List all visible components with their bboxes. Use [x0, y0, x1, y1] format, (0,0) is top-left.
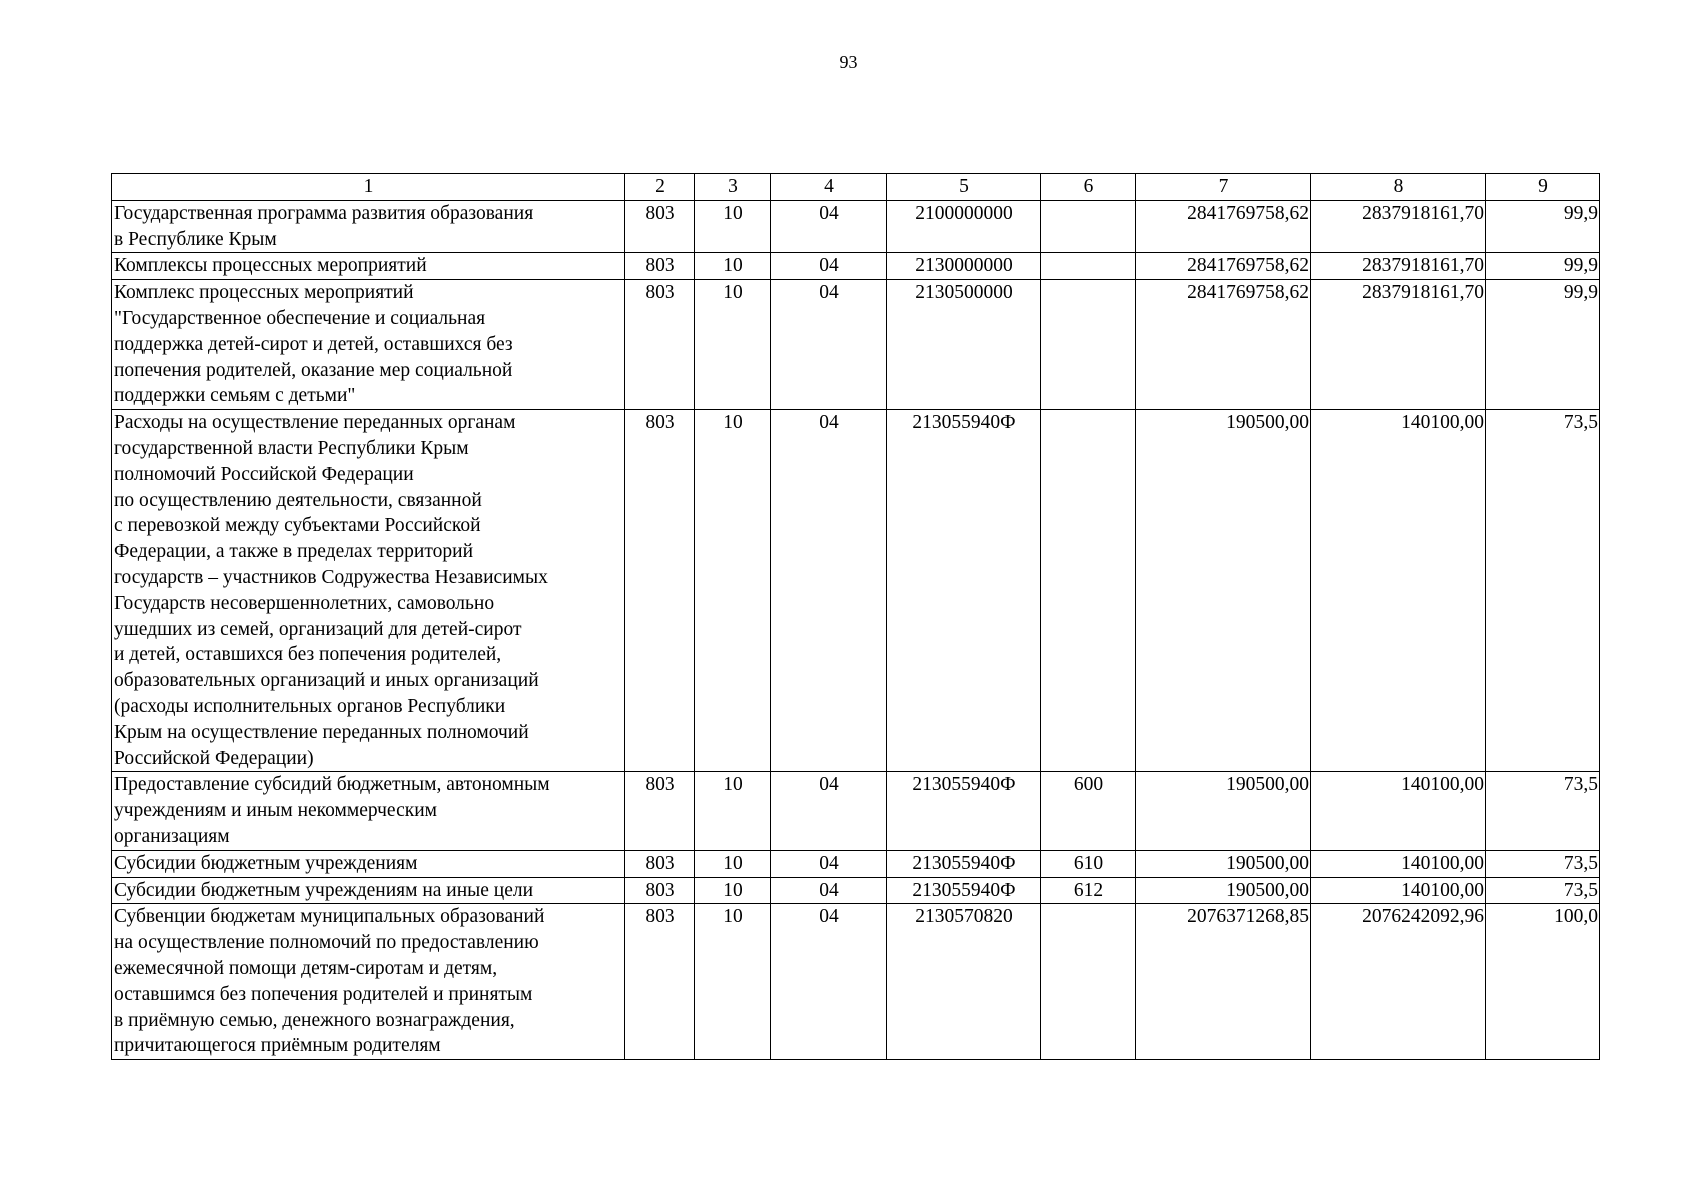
cell-col9: 73,5	[1486, 877, 1600, 904]
cell-col9: 99,9	[1486, 280, 1600, 410]
cell-col4: 04	[771, 280, 887, 410]
cell-col6: 600	[1041, 772, 1136, 850]
cell-col6	[1041, 200, 1136, 253]
cell-col7: 2841769758,62	[1136, 200, 1311, 253]
row-name: Комплекс процессных мероприятий "Государственное обеспечение и социальная поддержка детей-сирот и детей, оставшихся без попечения родителей, оказание мер социальной поддержки семьям с детьми"	[112, 280, 625, 410]
column-header: 5	[887, 174, 1041, 201]
cell-col4: 04	[771, 772, 887, 850]
table-row	[112, 253, 1600, 280]
cell-col8: 2837918161,70	[1311, 280, 1486, 410]
cell-col2: 803	[625, 280, 695, 410]
cell-col3: 10	[695, 280, 771, 410]
cell-col5: 2100000000	[887, 200, 1041, 253]
row-name: Субсидии бюджетным учреждениям на иные цели	[112, 877, 625, 904]
cell-col5: 213055940Ф	[887, 772, 1041, 850]
cell-col4: 04	[771, 410, 887, 772]
cell-col8: 2837918161,70	[1311, 253, 1486, 280]
cell-col9: 73,5	[1486, 410, 1600, 772]
table-row	[112, 200, 1600, 253]
cell-col9: 73,5	[1486, 850, 1600, 877]
cell-col6: 612	[1041, 877, 1136, 904]
cell-col5: 213055940Ф	[887, 877, 1041, 904]
cell-col8: 140100,00	[1311, 410, 1486, 772]
cell-col3: 10	[695, 410, 771, 772]
cell-col7: 190500,00	[1136, 772, 1311, 850]
cell-col3: 10	[695, 850, 771, 877]
column-header: 4	[771, 174, 887, 201]
header-row	[112, 174, 1600, 201]
cell-col3: 10	[695, 253, 771, 280]
cell-col7: 190500,00	[1136, 410, 1311, 772]
cell-col2: 803	[625, 772, 695, 850]
cell-col2: 803	[625, 200, 695, 253]
cell-col8: 2837918161,70	[1311, 200, 1486, 253]
cell-col7: 2076371268,85	[1136, 904, 1311, 1060]
cell-col6	[1041, 280, 1136, 410]
cell-col2: 803	[625, 904, 695, 1060]
cell-col4: 04	[771, 253, 887, 280]
cell-col7: 2841769758,62	[1136, 253, 1311, 280]
row-name: Комплексы процессных мероприятий	[112, 253, 625, 280]
cell-col5: 213055940Ф	[887, 850, 1041, 877]
column-header: 9	[1486, 174, 1600, 201]
cell-col6: 610	[1041, 850, 1136, 877]
column-header: 8	[1311, 174, 1486, 201]
cell-col2: 803	[625, 253, 695, 280]
cell-col7: 190500,00	[1136, 877, 1311, 904]
cell-col8: 2076242092,96	[1311, 904, 1486, 1060]
column-header: 6	[1041, 174, 1136, 201]
cell-col3: 10	[695, 877, 771, 904]
table-row	[112, 877, 1600, 904]
cell-col6	[1041, 904, 1136, 1060]
cell-col9: 100,0	[1486, 904, 1600, 1060]
cell-col5: 2130570820	[887, 904, 1041, 1060]
column-header: 7	[1136, 174, 1311, 201]
cell-col7: 190500,00	[1136, 850, 1311, 877]
cell-col3: 10	[695, 904, 771, 1060]
cell-col8: 140100,00	[1311, 850, 1486, 877]
cell-col9: 99,9	[1486, 253, 1600, 280]
cell-col9: 99,9	[1486, 200, 1600, 253]
cell-col9: 73,5	[1486, 772, 1600, 850]
column-header: 3	[695, 174, 771, 201]
cell-col5: 2130500000	[887, 280, 1041, 410]
table-row	[112, 410, 1600, 772]
row-name: Предоставление субсидий бюджетным, автономным учреждениям и иным некоммерческим организациям	[112, 772, 625, 850]
cell-col4: 04	[771, 850, 887, 877]
column-header: 1	[112, 174, 625, 201]
row-name: Субвенции бюджетам муниципальных образований на осуществление полномочий по предоставлению ежемесячной помощи детям-сиротам и детям, оставшимся без попечения родителей и принятым в приёмную семью, денежного вознаграждения, причитающегося приёмным родителям	[112, 904, 625, 1060]
cell-col2: 803	[625, 410, 695, 772]
cell-col3: 10	[695, 772, 771, 850]
cell-col6	[1041, 410, 1136, 772]
cell-col7: 2841769758,62	[1136, 280, 1311, 410]
table-row	[112, 904, 1600, 1060]
budget-table	[111, 173, 1600, 1060]
cell-col4: 04	[771, 877, 887, 904]
table-row	[112, 772, 1600, 850]
cell-col8: 140100,00	[1311, 877, 1486, 904]
table-row	[112, 850, 1600, 877]
cell-col4: 04	[771, 200, 887, 253]
cell-col2: 803	[625, 877, 695, 904]
cell-col8: 140100,00	[1311, 772, 1486, 850]
cell-col5: 213055940Ф	[887, 410, 1041, 772]
row-name: Субсидии бюджетным учреждениям	[112, 850, 625, 877]
page-number: 93	[839, 52, 858, 72]
cell-col3: 10	[695, 200, 771, 253]
cell-col2: 803	[625, 850, 695, 877]
cell-col5: 2130000000	[887, 253, 1041, 280]
cell-col4: 04	[771, 904, 887, 1060]
row-name: Расходы на осуществление переданных органам государственной власти Республики Крым полномочий Российской Федерации по осуществлению деятельности, связанной с перевозкой между субъектами Российской Федерации, а также в пределах территорий государств – участников Содружества Независимых Государств несовершеннолетних, самовольно ушедших из семей, организаций для детей-сирот и детей, оставшихся без попечения родителей, образовательных организаций и иных организаций (расходы исполнительных органов Республики Крым на осуществление переданных полномочий Российской Федерации)	[112, 410, 625, 772]
row-name: Государственная программа развития образования в Республике Крым	[112, 200, 625, 253]
table-row	[112, 280, 1600, 410]
cell-col6	[1041, 253, 1136, 280]
column-header: 2	[625, 174, 695, 201]
